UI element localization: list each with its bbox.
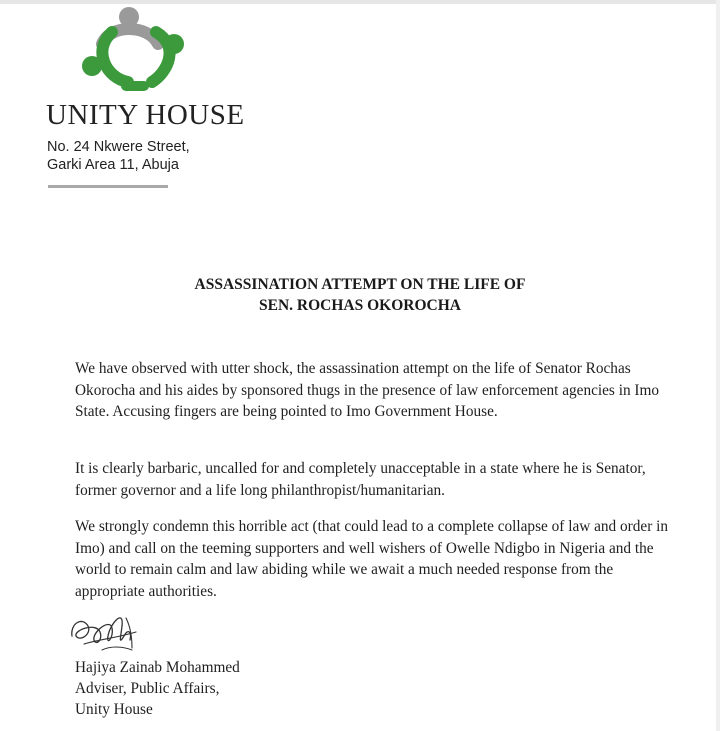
frame-top-edge — [0, 0, 720, 4]
address-block — [47, 138, 190, 174]
paragraph-3: We strongly condemn this horrible act (that could lead to a complete collapse of law and order in Imo) and call on the teeming supporters and well wishers of Owelle Ndigbo in Nigeria and the world to remain calm and law abiding while we await a much needed response from the appropriate authorities. — [75, 518, 669, 600]
unity-logo-icon — [82, 6, 194, 92]
signoff-position: Adviser, Public Affairs, — [75, 680, 220, 697]
org-name: UNITY HOUSE — [46, 99, 245, 131]
handwritten-signature — [66, 606, 150, 654]
title-line-1: ASSASSINATION ATTEMPT ON THE LIFE OF — [194, 276, 526, 293]
document-title — [0, 274, 720, 316]
signoff-name: Hajiya Zainab Mohammed — [75, 659, 240, 676]
header-divider — [48, 185, 168, 188]
paragraph-2: It is clearly barbaric, uncalled for and completely unacceptable in a state where he is Senator, former governor and a life long philanthropist/humanitarian. — [75, 460, 646, 499]
address-line-2: Garki Area 11, Abuja — [47, 157, 179, 173]
signoff-organization: Unity House — [75, 701, 153, 718]
title-line-2: SEN. ROCHAS OKOROCHA — [259, 297, 461, 314]
paragraph-1: We have observed with utter shock, the assassination attempt on the life of Senator Rochas Okorocha and his aides by sponsored thugs in the presence of law enforcement agencies in Imo State. Accusing fingers are being pointed to Imo Government House. — [75, 360, 660, 420]
signoff-block — [75, 657, 240, 720]
frame-right-edge — [716, 0, 720, 731]
address-line-1: No. 24 Nkwere Street, — [47, 139, 190, 155]
